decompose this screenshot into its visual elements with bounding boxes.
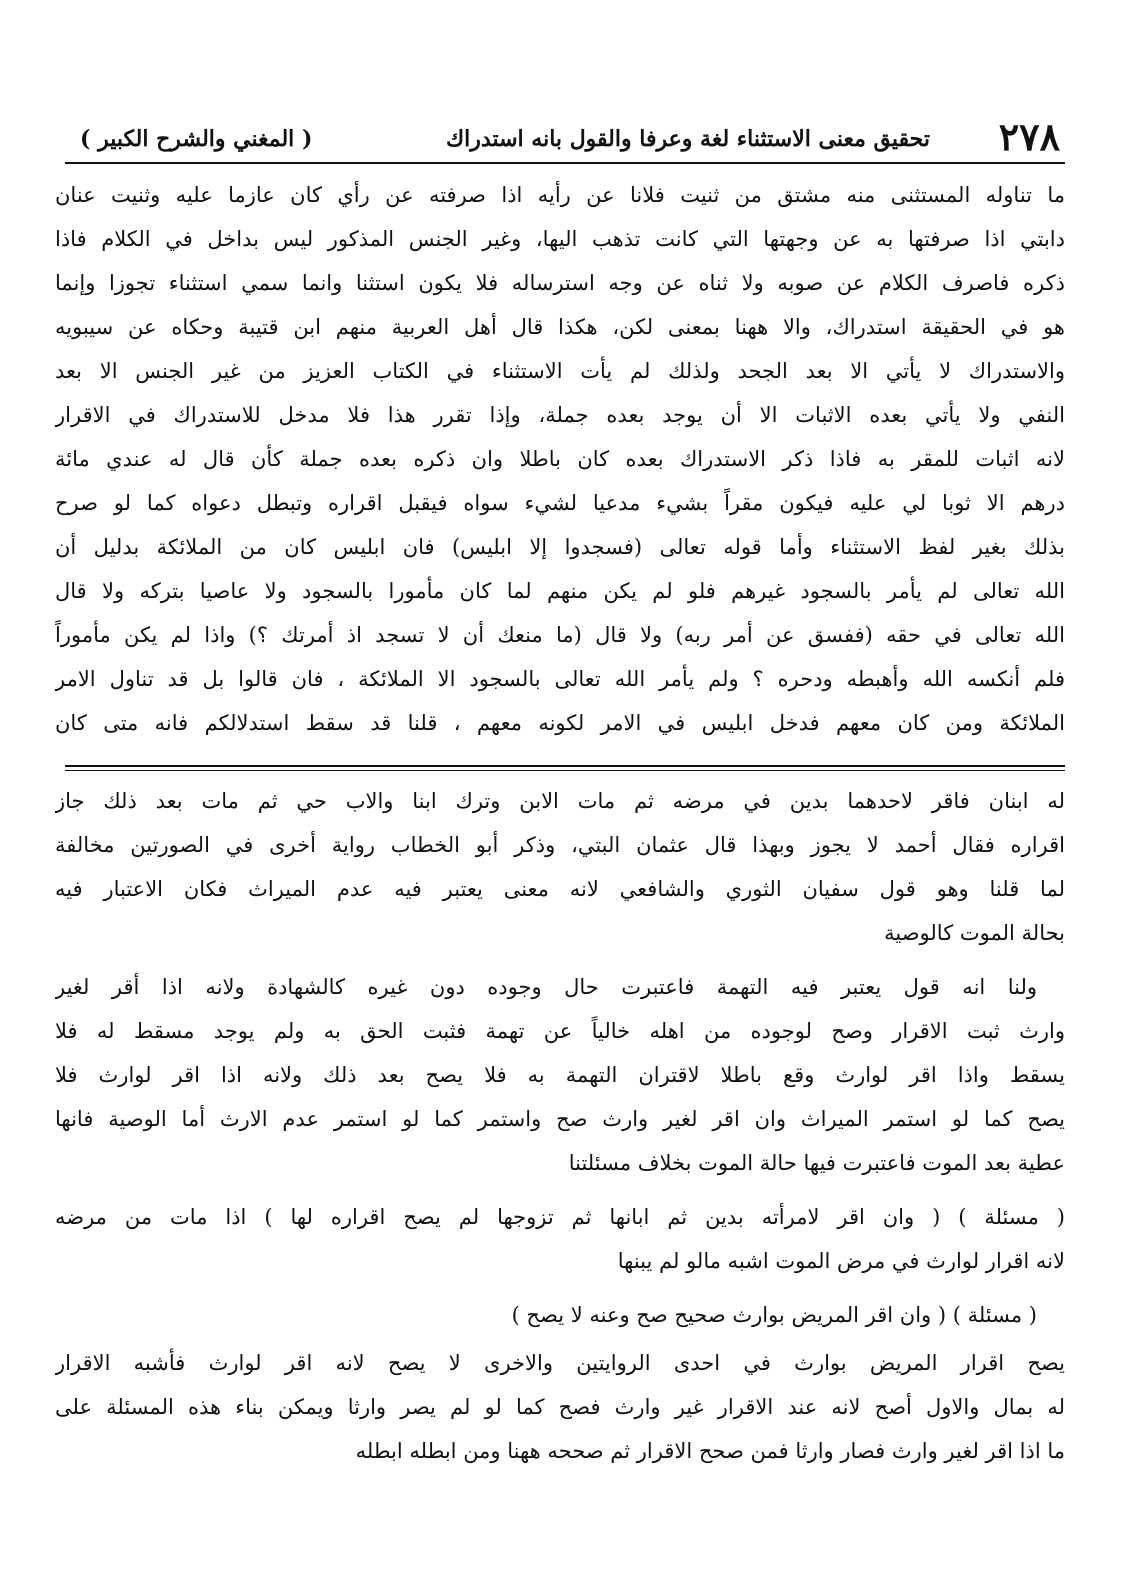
main-line: لانه اثبات للمقر به فاذا ذكر الاستدراك بعده كان باطلا وان ذكره بعده جملة كأن قال له عندي مائة [55,447,1065,471]
main-line: ذكره فاصرف الكلام عن صوبه ولا ثناه عن وجه استرساله فلا يكون استثنا وانما سمي استثناء تجوزا وإنما [55,271,1065,295]
main-line: والاستدراك لا يأتي الا بعد الجحد ولذلك لم يأت الاستثناء في الكتاب العزيز من غير الجنس الا بعد [55,359,1065,383]
main-line: النفي ولا يأتي بعده الاثبات الا أن يوجد بعده جملة، وإذا تقرر هذا فلا مدخل للاستدراك في الاقرار [55,403,1065,427]
section-divider [65,765,1065,771]
main-line: درهم الا ثوبا لي عليه فيكون مقراً بشيء مدعيا لشيء سواه فيقبل اقراره وتبطل دعواه كما لو صرح [55,491,1065,515]
main-line: هو في الحقيقة استدراك، والا ههنا بمعنى لكن، هكذا قال أهل العربية منهم ابن قتيبة وحكاه عن سيبويه [55,315,1065,339]
issue-heading-line: ( مسئلة ) ( وان اقر المريض بوارث صحيح صح وعنه لا يصح ) [511,1303,1037,1327]
commentary-line: بحالة الموت كالوصية [884,921,1065,945]
main-line: الملائكة ومن كان معهم فدخل ابليس في الامر لكونه معهم ، قلنا قد سقط استدلالكم فانه متى كان [55,711,1065,735]
header-rule [65,162,1065,164]
commentary-line: يسقط واذا اقر لوارث وقع باطلا لاقتران التهمة به فلا يصح بعد ذلك ولانه اذا اقر لوارث فلا [55,1063,1065,1087]
page-header [60,114,1060,166]
commentary-line: له ابنان فاقر لاحدهما بدين في مرضه ثم مات الابن وترك ابنا والاب حي ثم مات بعد ذلك جاز [55,789,1065,813]
page-number: ٢٧٨ [998,114,1060,159]
chapter-title: تحقيق معنى الاستثناء لغة وعرفا والقول بانه استدراك [446,126,930,152]
main-text [55,172,1065,752]
commentary-line: لانه اقرار لوارث في مرض الموت اشبه مالو لم يبنها [617,1249,1065,1273]
commentary-line: لما قلنا وهو قول سفيان الثوري والشافعي لانه معنى يعتبر فيه عدم الميراث فكان الاعتبار فيه [55,877,1065,901]
book-title: ( المغني والشرح الكبير ) [80,126,313,152]
commentary-line: وارث ثبت الاقرار وصح لوجوده من اهله خالياً عن تهمة فثبت الحق به ولم يوجد مسقط له فلا [55,1019,1065,1043]
main-line: دابتي اذا صرفتها به عن وجهتها التي كانت تذهب اليها، وغير الجنس المذكور ليس بداخل في الكلام فاذا [55,227,1065,251]
main-line: الله تعالى في حقه (ففسق عن أمر ربه) ولا قال (ما منعك أن لا تسجد اذ أمرتك ؟) واذا لم يكن مأموراً [55,623,1065,647]
issue-heading-line: ( مسئلة ) ( وان اقر لامرأته بدين ثم ابانها ثم تزوجها لم يصح اقراره لها ) اذا مات من مرضه [55,1205,1065,1229]
commentary-line: يصح اقرار المريض بوارث في احدى الروايتين والاخرى لا يصح لانه اقر لوارث فأشبه الاقرار [55,1351,1065,1375]
main-line: فلم أنكسه الله وأهبطه ودحره ؟ ولم يأمر الله تعالى بالسجود الا الملائكة ، فان قالوا بل قد تناول الامر [55,667,1065,691]
commentary-line: عطية بعد الموت فاعتبرت فيها حالة الموت بخلاف مسئلتنا [568,1151,1065,1175]
commentary-line: اقراره فقال أحمد لا يجوز وبهذا قال عثمان البتي، وذكر أبو الخطاب رواية أخرى في الصورتين مخالفة [55,833,1065,857]
main-line: الله تعالى لم يأمر بالسجود غيرهم فلو لم يكن منهم لما كان مأمورا بالسجود ولا عاصيا بتركه ولا قال [55,579,1065,603]
main-line: ما تناوله المستثنى منه مشتق من ثنيت فلانا عن رأيه اذا صرفته عن رأي كان عازما عليه وثنيت عنان [55,183,1065,207]
commentary-text [55,778,1065,1498]
main-line: بذلك بغير لفظ الاستثناء وأما قوله تعالى (فسجدوا إلا ابليس) فان ابليس كان من الملائكة بدليل أن [55,535,1065,559]
commentary-line: يصح كما لو استمر الميراث وان اقر لغير وارث صح واستمر كما لو استمر عدم الارث أما الوصية فانها [55,1107,1065,1131]
commentary-line: له بمال والاول أصح لانه عند الاقرار غير وارث فصح كما لو لم يصر وارثا ويمكن بناء هذه المسئلة على [55,1395,1065,1419]
commentary-line: ولنا انه قول يعتبر فيه التهمة فاعتبرت حال وجوده دون غيره كالشهادة ولانه اذا أقر لغير [55,975,1037,999]
commentary-line: ما اذا اقر لغير وارث فصار وارثا فمن صحح الاقرار ثم صححه ههنا ومن ابطله ابطله [355,1439,1065,1463]
